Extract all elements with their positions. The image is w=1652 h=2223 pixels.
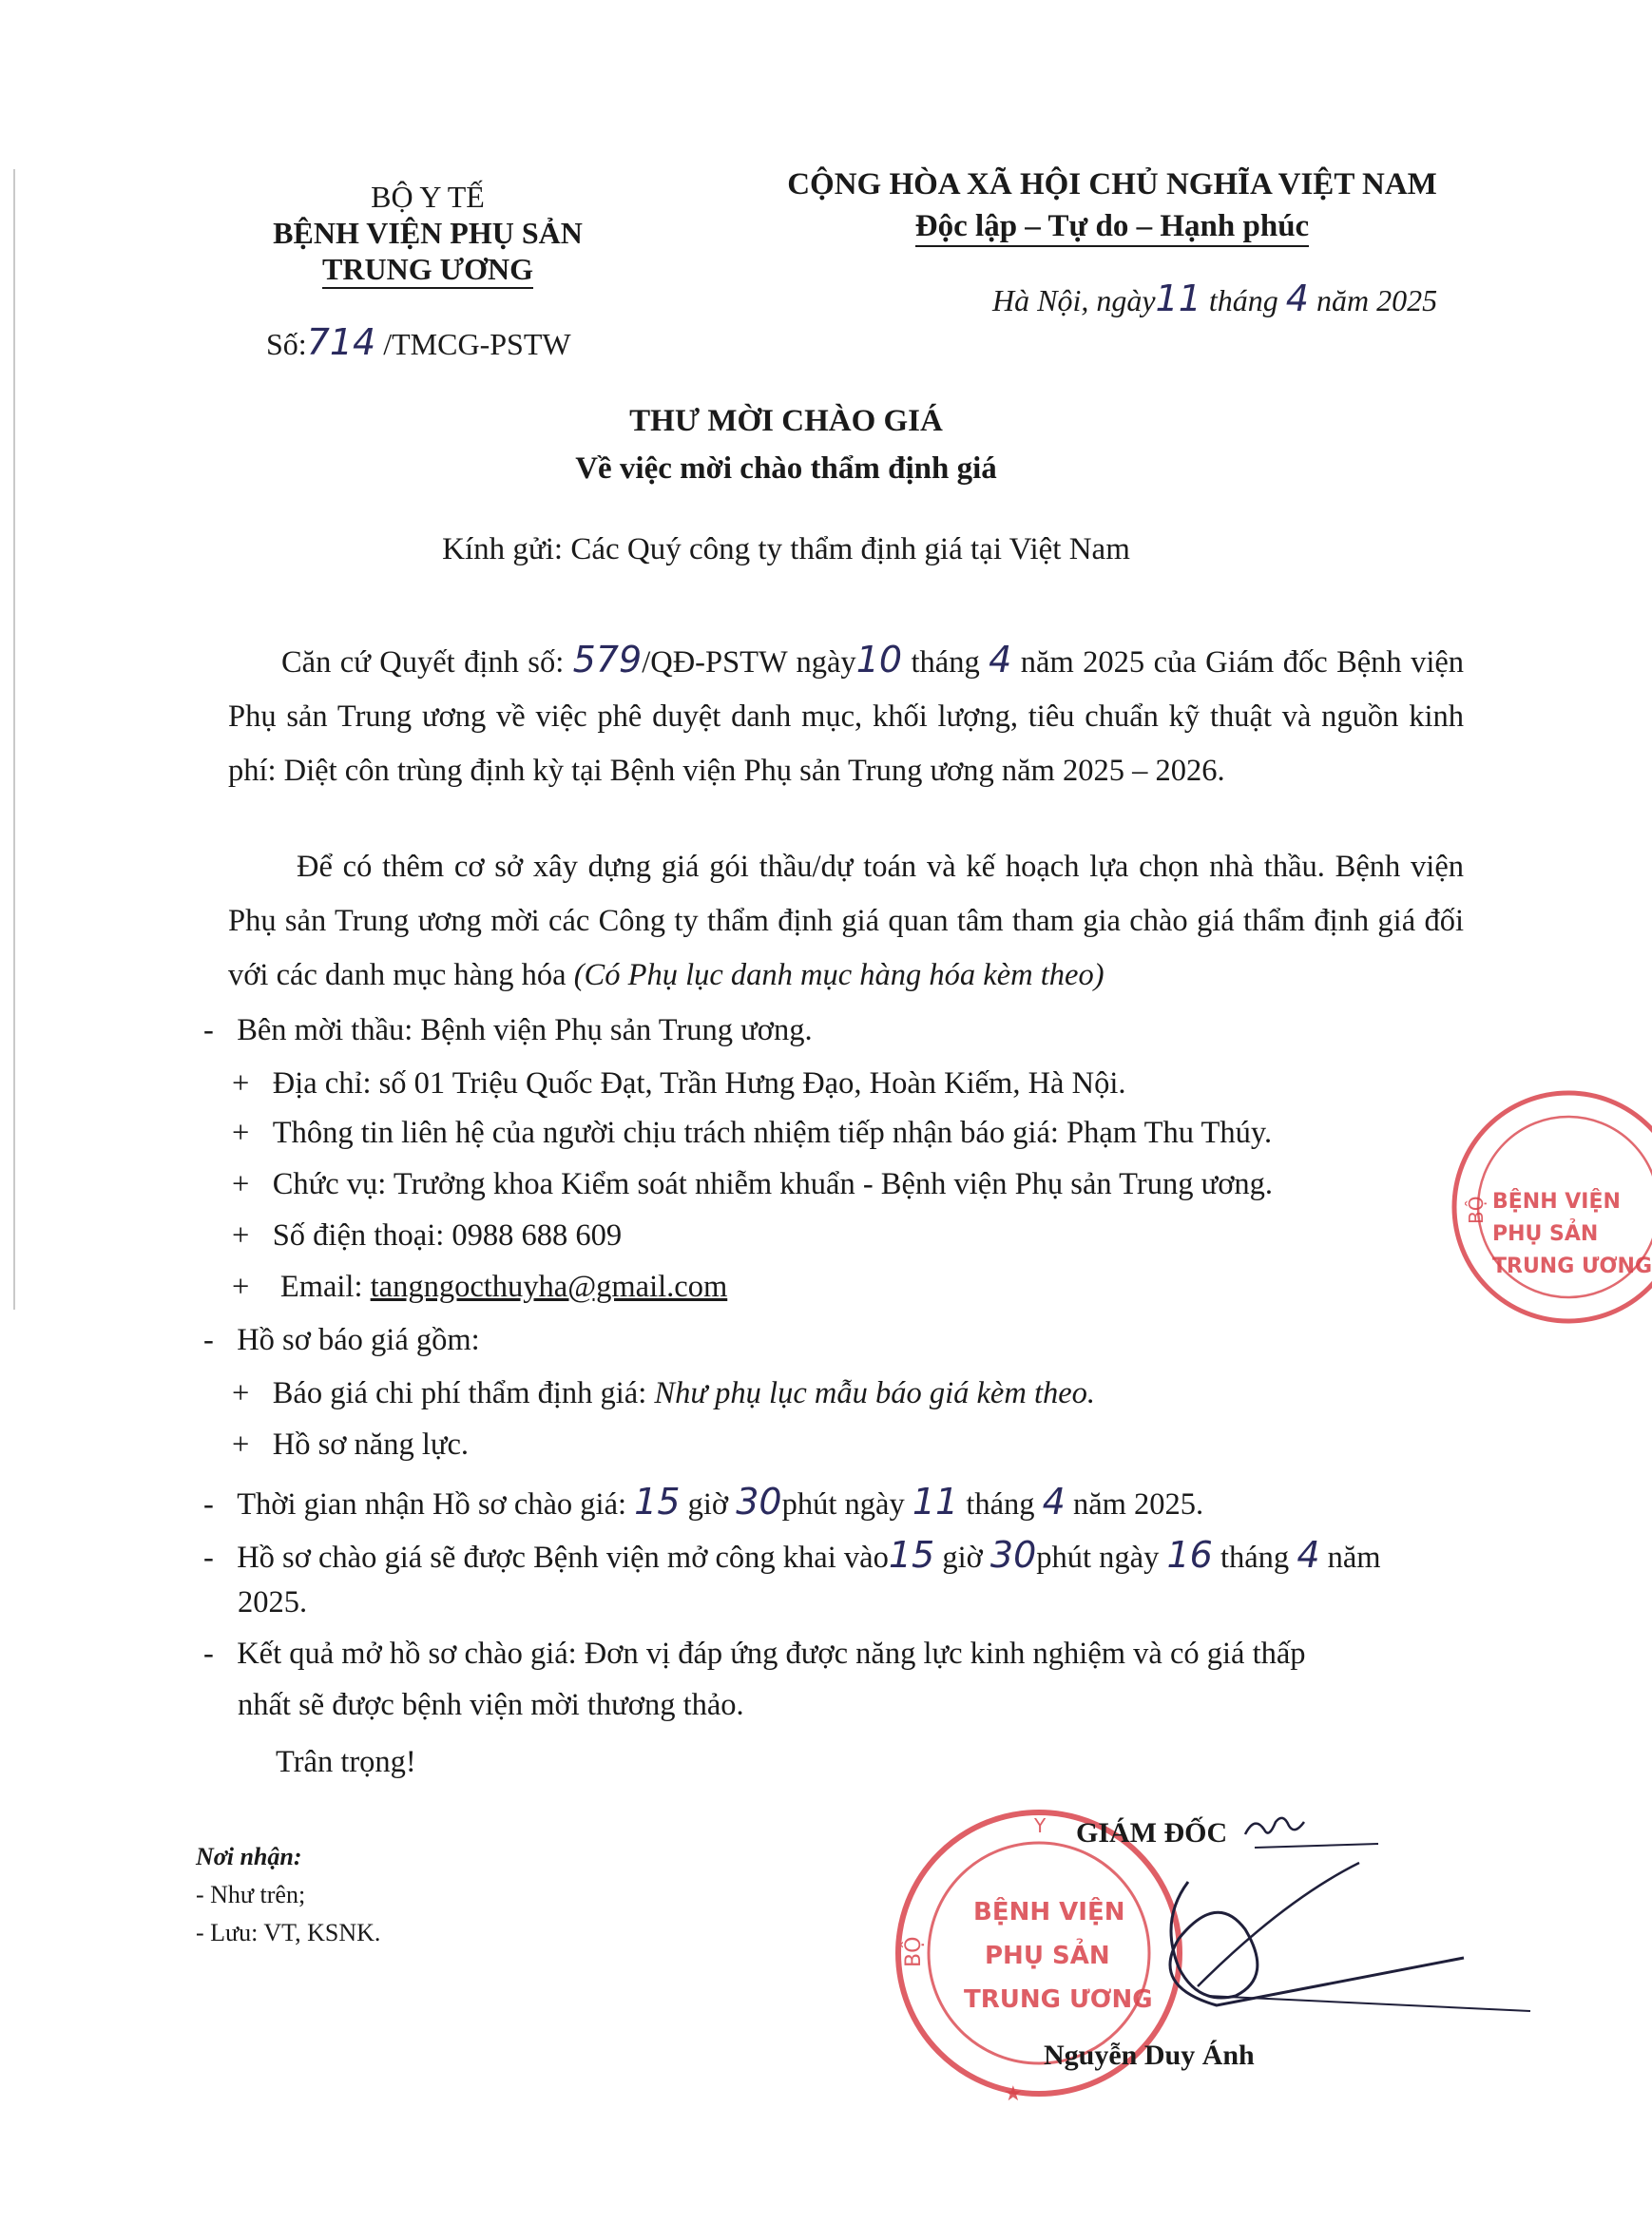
deadline-text-a: Thời gian nhận Hồ sơ chào giá: [237,1487,627,1522]
ministry-name: BỘ Y TẾ [371,180,485,214]
open-month: 4 [1297,1534,1320,1576]
deadline-text-e: năm 2025. [1072,1487,1204,1522]
deadline-text-c: phút ngày [781,1487,905,1522]
open-text-e: năm [1327,1541,1381,1575]
item-contact [232,1116,1272,1151]
signer-role: GIÁM ĐỐC [1076,1817,1228,1849]
open-text-a: Hồ sơ chào giá sẽ được Bệnh viện mở công khai vào [237,1541,889,1575]
result-line1: Kết quả mở hồ sơ chào giá: Đơn vị đáp ứng được năng lực kinh nghiệm và có giá thấp [237,1637,1306,1671]
item-position-text: Chức vụ: Trưởng khoa Kiểm soát nhiễm khuẩn - Bệnh viện Phụ sản Trung ương. [272,1167,1274,1201]
deadline-text-d: tháng [966,1487,1035,1522]
decision-month: 4 [989,639,1012,680]
bullet-plus: + [232,1066,250,1101]
p1-text-d: năm 2025 của Giám đốc Bệnh viện Phụ sản Trung ương về việc phê duyệt danh mục, khối lượng, tiêu chuẩn kỹ thuật và nguồn kinh phí: Diệt côn trùng định kỳ tại Bệnh viện Phụ sản Trung ương năm 2025 – 2026. [228,645,1465,788]
p2-text: Để có thêm cơ sở xây dựng giá gói thầu/dự toán và kế hoạch lựa chọn nhà thầu. Bệnh viện Phụ sản Trung ương mời các Công ty thẩm định giá quan tâm tham gia chào giá thẩm định giá đối với các danh mục hàng hóa [228,850,1464,992]
item-dossier-text: Hồ sơ báo giá gồm: [237,1323,480,1357]
side-stamp-line3: TRUNG ƯƠNG [1492,1255,1652,1278]
deadline-month: 4 [1042,1481,1066,1523]
bullet-plus: + [232,1428,250,1462]
item-opening [203,1534,1381,1576]
agency-header [209,179,646,287]
deadline-day: 11 [912,1481,959,1523]
open-minute: 30 [989,1534,1037,1576]
item-capability [232,1428,469,1463]
svg-text:PHỤ SẢN: PHỤ SẢN [985,1942,1110,1970]
handwritten-signature-icon [1093,1806,1530,2053]
bullet-plus: + [232,1270,250,1304]
paragraph-basis [228,633,1464,798]
p1-text-a: Căn cứ Quyết định số: [281,645,565,680]
quote-label: Báo giá chi phí thẩm định giá: [272,1376,647,1410]
bullet-plus: + [232,1218,250,1253]
quote-italic: Như phụ lục mẫu báo giá kèm theo. [654,1376,1096,1410]
side-stamp-line1: BỆNH VIỆN [1492,1190,1621,1214]
p2-appendix-note: (Có Phụ lục danh mục hàng hóa kèm theo) [573,958,1105,992]
recipients-heading: Nơi nhận: [196,1843,302,1870]
svg-text:BỘ: BỘ [902,1936,926,1967]
date-line [992,278,1437,319]
national-header [732,163,1492,247]
email-link[interactable]: tangngocthuyha@gmail.com [370,1270,728,1304]
paragraph-invitation [228,840,1464,1003]
doc-number-suffix: /TMCG-PSTW [383,327,571,361]
motto [732,205,1492,247]
svg-text:BỆNH VIỆN: BỆNH VIỆN [973,1898,1125,1926]
item-result [203,1637,1306,1672]
recipients-block [196,1838,380,1952]
item-quote [232,1376,1095,1411]
bullet-dash: - [203,1013,214,1047]
bullet-dash: - [203,1637,214,1671]
date-day: 11 [1155,278,1201,319]
svg-text:TRUNG ƯƠNG: TRUNG ƯƠNG [964,1985,1153,2014]
bullet-plus: + [232,1116,250,1150]
item-inviter [203,1013,813,1048]
opening-year: 2025. [238,1585,308,1619]
svg-text:BỘ: BỘ [1465,1196,1488,1224]
nation-name: CỘNG HÒA XÃ HỘI CHỦ NGHĨA VIỆT NAM [787,167,1437,201]
open-text-d: tháng [1220,1541,1290,1575]
document-number [266,321,571,363]
doc-number-handwritten: 714 [306,321,376,363]
recipient-2: - Lưu: VT, KSNK. [196,1919,381,1946]
date-month-word: tháng [1208,283,1278,317]
svg-text:★: ★ [1004,2082,1023,2106]
decision-day: 10 [855,639,903,680]
svg-text:Y: Y [1034,1814,1047,1837]
title-subject: Về việc mời chào thẩm định giá [575,451,997,486]
date-place: Hà Nội, ngày [992,283,1156,317]
open-hour: 15 [888,1534,935,1576]
hospital-name-line2 [209,251,646,287]
document-title [0,397,1572,492]
item-deadline [203,1481,1203,1523]
item-address-text: Địa chỉ: số 01 Triệu Quốc Đạt, Trần Hưng Đạo, Hoàn Kiếm, Hà Nội. [272,1066,1126,1101]
doc-number-prefix: Số: [266,327,307,361]
result-line2: nhất sẽ được bệnh viện mời thương thảo. [238,1688,744,1722]
bullet-dash: - [203,1541,214,1575]
hospital-name-line1: BỆNH VIỆN PHỤ SẢN [273,216,583,250]
signer-name: Nguyễn Duy Ánh [1044,2040,1255,2071]
open-text-c: phút ngày [1036,1541,1160,1575]
side-stamp-line2: PHỤ SẢN [1492,1222,1599,1246]
item-email [232,1270,727,1305]
decision-number: 579 [572,639,643,680]
closing: Trân trọng! [276,1745,416,1779]
title-main: THƯ MỜI CHÀO GIÁ [629,404,943,438]
open-text-b: giờ [942,1541,983,1575]
item-position [232,1167,1273,1202]
hospital-name-line2-text: TRUNG ƯƠNG [322,252,533,289]
motto-text: Độc lập – Tự do – Hạnh phúc [915,209,1309,247]
open-day: 16 [1166,1534,1213,1576]
scan-edge-line [13,169,15,1310]
item-phone-text: Số điện thoại: 0988 688 609 [272,1218,623,1253]
bullet-dash: - [203,1487,214,1522]
item-address [232,1066,1125,1102]
item-dossier [203,1323,480,1358]
bullet-dash: - [203,1323,214,1357]
salutation: Kính gửi: Các Quý công ty thẩm định giá tại Việt Nam [442,532,1130,566]
date-month: 4 [1285,278,1309,319]
email-label: Email: [279,1270,363,1304]
p1-text-c: tháng [911,645,980,680]
date-year: năm 2025 [1316,283,1438,317]
deadline-text-b: giờ [687,1487,729,1522]
item-inviter-text: Bên mời thầu: Bệnh viện Phụ sản Trung ương. [237,1013,813,1047]
p1-text-b: /QĐ-PSTW ngày [642,645,856,680]
deadline-hour: 15 [634,1481,681,1523]
bullet-plus: + [232,1167,250,1201]
deadline-minute: 30 [736,1481,782,1523]
item-capability-text: Hồ sơ năng lực. [272,1428,470,1462]
item-contact-text: Thông tin liên hệ của người chịu trách nhiệm tiếp nhận báo giá: Phạm Thu Thúy. [272,1116,1273,1150]
side-stamp-text [1492,1186,1652,1283]
item-phone [232,1218,622,1254]
bullet-plus: + [232,1376,250,1410]
recipient-1: - Như trên; [196,1881,306,1908]
